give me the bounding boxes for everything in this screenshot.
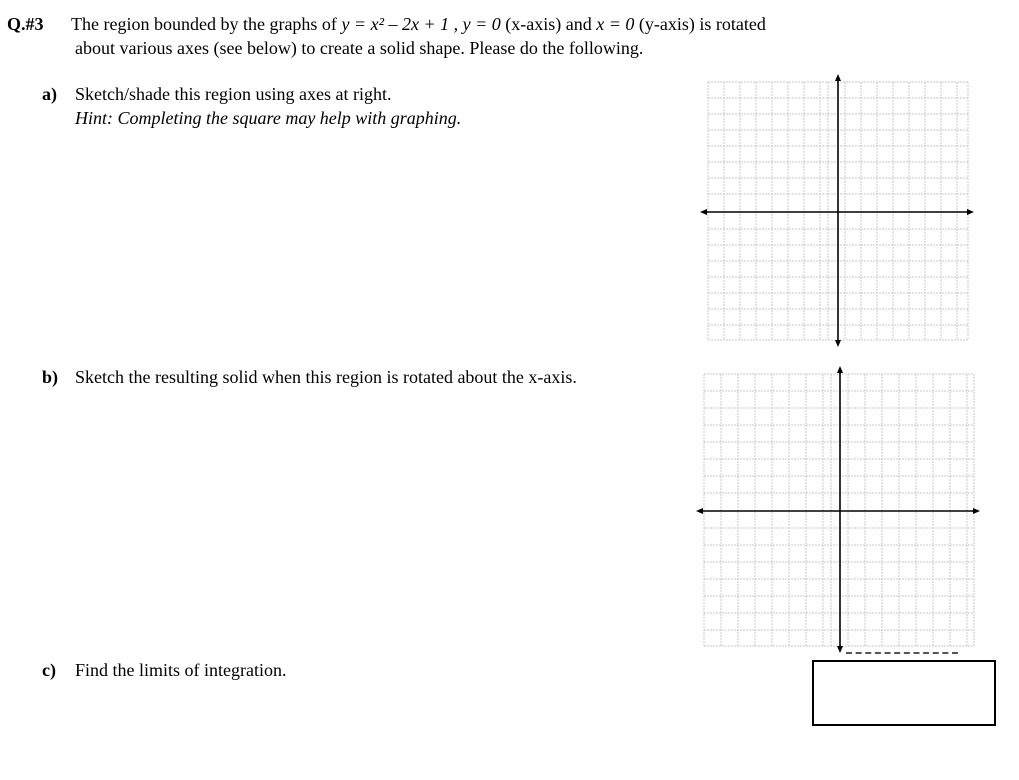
equation-x-axis-note: (x-axis) xyxy=(505,14,562,34)
axis-arrows xyxy=(700,74,974,347)
answer-box[interactable] xyxy=(812,660,996,726)
graph-grid-b[interactable] xyxy=(696,366,980,654)
axes xyxy=(704,78,970,344)
x-axis-arrow-left xyxy=(700,209,707,215)
equation-y-axis-note: (y-axis) is rotated xyxy=(638,14,766,34)
y-axis-arrow-up xyxy=(837,366,843,373)
x-axis-arrow-right xyxy=(967,209,974,215)
x-axis-arrow-left xyxy=(696,508,703,514)
part-c-text: Find the limits of integration. xyxy=(75,660,287,680)
axes xyxy=(700,370,976,650)
part-a-hint: Hint: Completing the square may help with graphing. xyxy=(75,108,462,128)
answer-box-top-mark xyxy=(846,652,958,656)
equation-parabola: y = x² – 2x + 1 , xyxy=(341,14,459,34)
axis-arrows xyxy=(696,366,980,653)
y-axis-arrow-down xyxy=(835,340,841,347)
x-axis-arrow-right xyxy=(973,508,980,514)
question-number: Q.#3 xyxy=(7,14,44,34)
y-axis-arrow-up xyxy=(835,74,841,81)
question-line-1 xyxy=(71,14,766,35)
equation-y-axis: x = 0 xyxy=(596,14,635,34)
and-word: and xyxy=(565,14,592,34)
grid-lines xyxy=(704,374,974,646)
part-c-label: c) xyxy=(42,660,56,680)
question-prefix: The region bounded by the graphs of xyxy=(71,14,337,34)
y-axis-arrow-down xyxy=(837,646,843,653)
question-line-2: about various axes (see below) to create a solid shape. Please do the following. xyxy=(75,38,644,58)
graph-grid-a[interactable] xyxy=(700,74,976,348)
part-b-text: Sketch the resulting solid when this region is rotated about the x-axis. xyxy=(75,367,577,387)
equation-x-axis: y = 0 xyxy=(462,14,501,34)
part-a-text: Sketch/shade this region using axes at right. xyxy=(75,84,392,104)
part-a-label: a) xyxy=(42,84,57,104)
part-b-label: b) xyxy=(42,367,59,387)
